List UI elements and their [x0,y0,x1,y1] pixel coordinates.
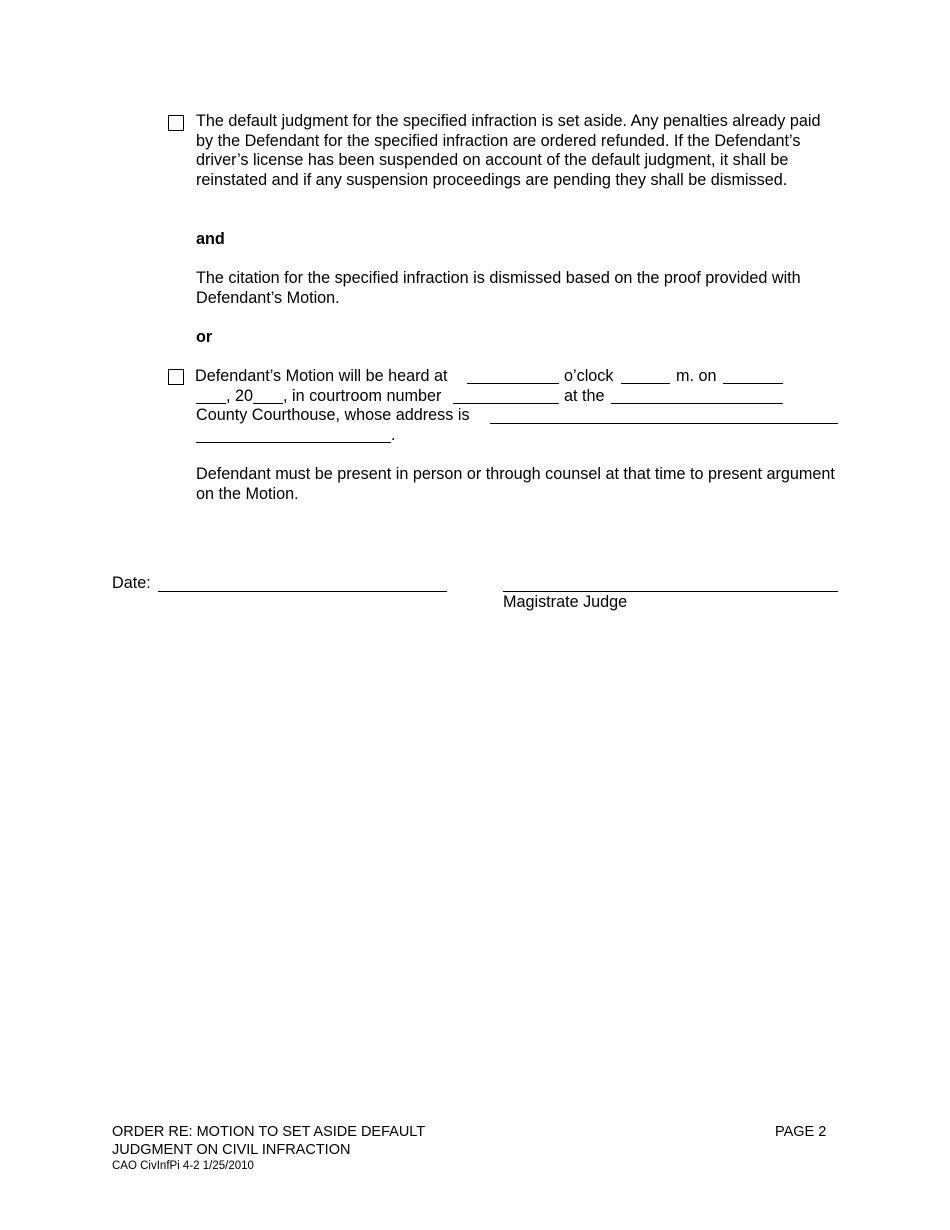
connector-and: and [196,230,225,248]
hearing-year-field[interactable] [253,403,283,404]
connector-or: or [196,328,213,346]
hearing-line-1 [195,367,448,387]
set-aside-paragraph: The default judgment for the specified infraction is set aside. Any penalties already paid by the Defendant for the specified infraction are ordered refunded. If the Defendant’s driver’s license has been suspended on account of the default judgment, it shall be reinstated and if any suspension proceedings are pending they shall be dismissed. [196,112,821,189]
dismissal-paragraph: The citation for the specified infraction is dismissed based on the proof provided with Defendant’s Motion. [196,269,801,307]
date-label: Date: [112,574,151,592]
hearing-text-year-prefix: , 20 [226,387,254,405]
hearing-text-oclock: o’clock [564,367,614,385]
presence-paragraph: Defendant must be present in person or through counsel at that time to present argument on the Motion. [196,465,835,503]
hearing-time-field[interactable] [467,383,559,384]
hearing-month-day-field[interactable] [723,383,783,384]
hearing-ampm-field[interactable] [621,383,670,384]
date-field[interactable] [158,591,447,592]
hearing-text-at-the: at the [564,387,605,405]
hearing-day-field[interactable] [196,403,226,404]
footer-page-number: PAGE 2 [775,1124,827,1140]
footer-form-code: CAO CivInfPi 4-2 1/25/2010 [112,1160,254,1172]
hearing-checkbox[interactable] [168,369,184,385]
judge-signature-line[interactable] [503,591,838,592]
set-aside-checkbox[interactable] [168,115,184,131]
hearing-address-field-1[interactable] [490,423,838,424]
hearing-text-period: . [391,426,396,444]
hearing-county-field[interactable] [611,403,783,404]
hearing-text-heard-at: Defendant’s Motion will be heard at [195,367,448,385]
hearing-courtroom-field[interactable] [453,403,559,404]
hearing-text-courtroom: , in courtroom number [283,387,442,405]
hearing-address-field-2[interactable] [196,442,391,443]
hearing-text-courthouse: County Courthouse, whose address is [196,406,470,424]
judge-label: Magistrate Judge [503,593,628,611]
hearing-text-m-on: m. on [676,367,717,385]
footer-title-line-1: ORDER RE: MOTION TO SET ASIDE DEFAULT [112,1124,426,1140]
footer-title-line-2: JUDGMENT ON CIVIL INFRACTION [112,1142,351,1158]
